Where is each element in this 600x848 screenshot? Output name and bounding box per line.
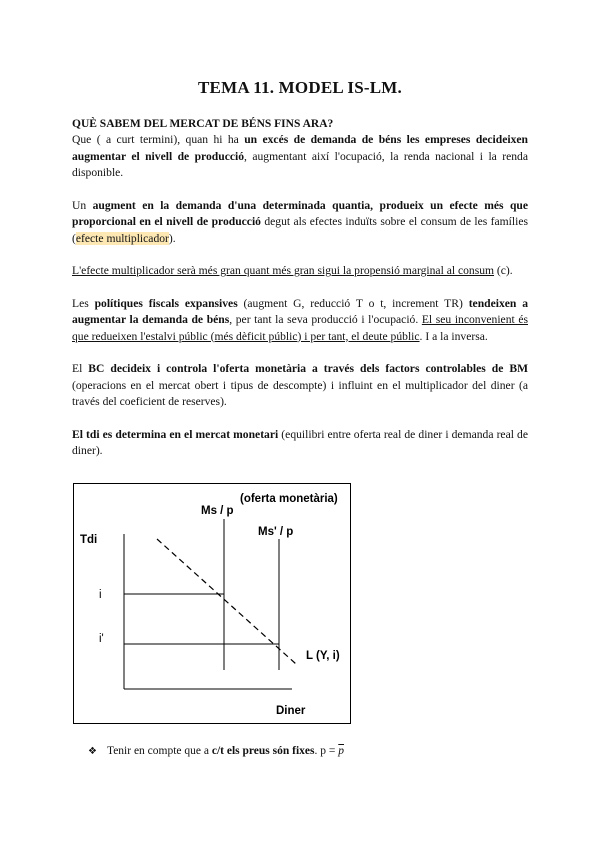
paragraph-6: El tdi es determina en el mercat monetari (equilibri entre oferta real de diner i demanda real de diner).	[72, 427, 528, 457]
highlight-efecte-multiplicador: efecte multiplicador	[75, 231, 169, 245]
label-oferta: (oferta monetària)	[240, 493, 338, 505]
document-page	[72, 78, 528, 460]
label-ms2: Ms' / p	[258, 526, 294, 538]
diagram-svg	[74, 484, 352, 725]
money-market-diagram	[73, 483, 351, 724]
label-tdi: Tdi	[80, 534, 98, 546]
label-L: L (Y, i)	[306, 650, 340, 662]
label-i2: i'	[99, 633, 104, 645]
bullet-note: ❖ Tenir en compte que a c/t els preus són fixes. $p = \overline{p}$	[88, 745, 345, 757]
demand-line-L	[157, 539, 296, 664]
diamond-bullet-icon: ❖	[88, 746, 97, 757]
label-i: i	[99, 589, 102, 601]
paragraph-4: Les polítiques fiscals expansives (augment G, reducció T o t, increment TR) tendeixen a augmentar la demanda de béns, per tant la seva producció i l'ocupació. El seu inconvenient és que redueixen l'estalvi públic (més dèficit públic) i per tant, el deute públic. I a la inversa.	[72, 296, 528, 343]
paragraph-5: El BC decideix i controla l'oferta monetària a través dels factors controlables de BM (operacions en el mercat obert i tipus de descompte) i influint en el multiplicador del diner (a través del coeficient de reserves).	[72, 362, 529, 408]
paragraph-3: L'efecte multiplicador serà més gran quant més gran sigui la propensió marginal al consum (c).	[72, 264, 513, 277]
section-heading: QUÈ SABEM DEL MERCAT DE BÉNS FINS ARA?	[72, 118, 334, 130]
page-title: TEMA 11. MODEL IS-LM.	[198, 78, 402, 97]
label-diner: Diner	[276, 705, 306, 717]
paragraph-2: Un augment en la demanda d'una determinada quantia, produeix un efecte més que proporcional en el nivell de producció degut als efectes induïts sobre el consum de les famílies (efecte multiplicador).	[72, 198, 529, 245]
label-ms: Ms / p	[201, 505, 234, 517]
paragraph-1: Que ( a curt termini), quan hi ha un excés de demanda de béns les empreses decideixen augmentar el nivell de producció, augmentant així l'ocupació, la renda nacional i la renda disponible.	[72, 133, 528, 179]
